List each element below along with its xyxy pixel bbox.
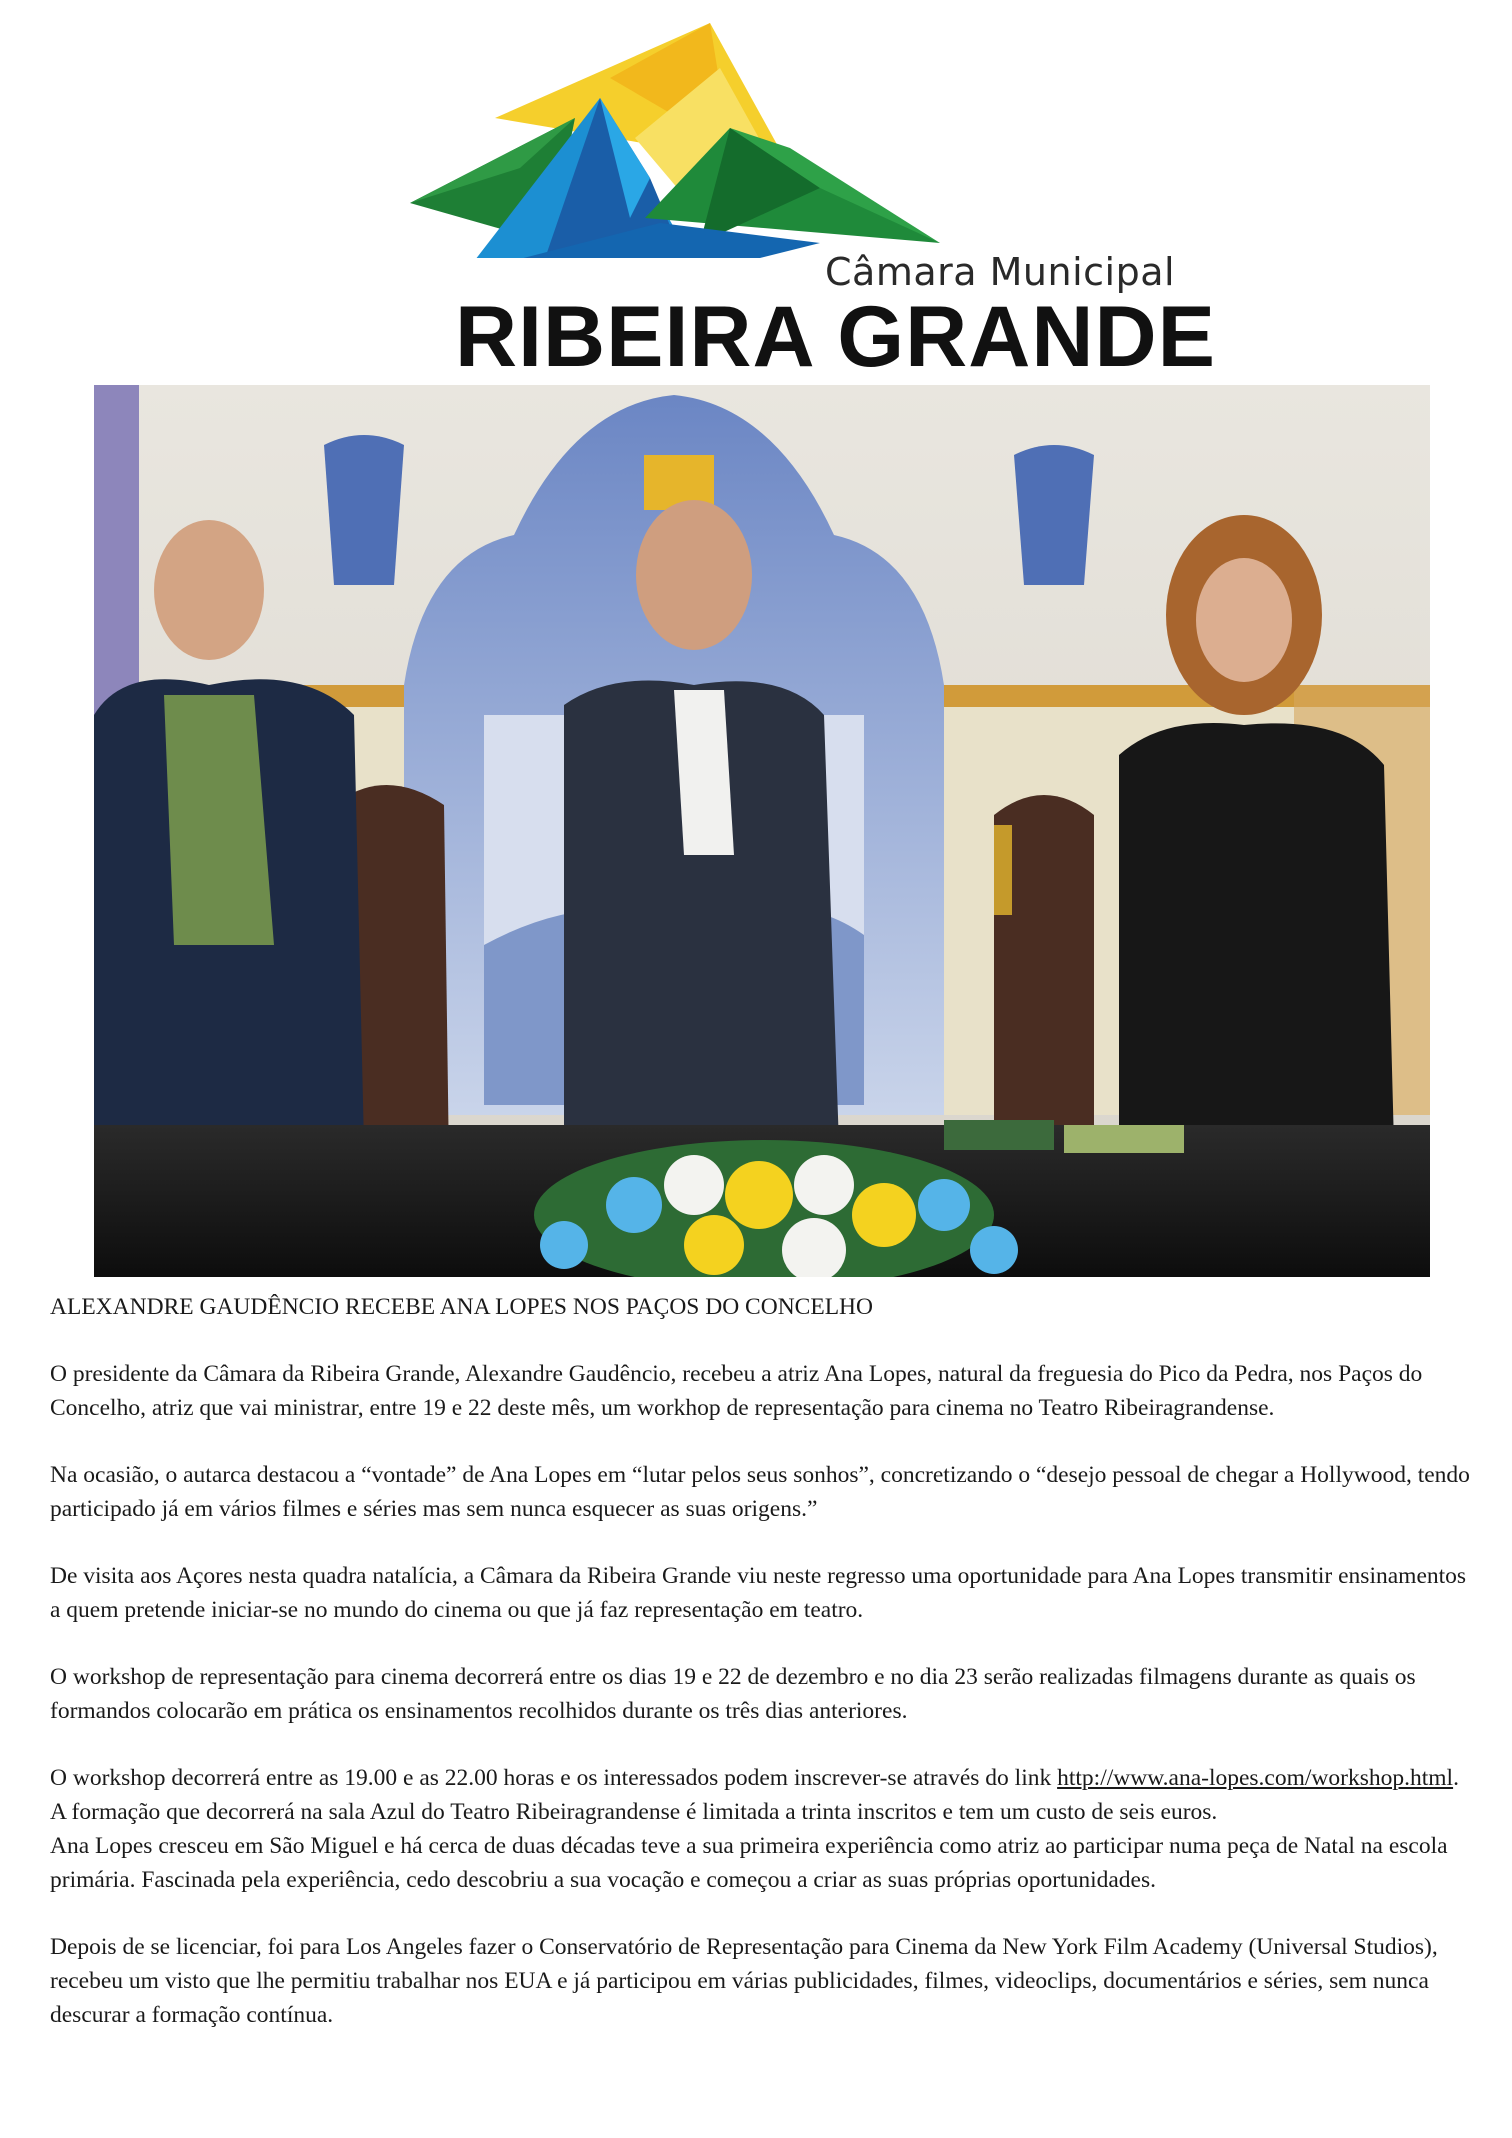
paragraph-1: O presidente da Câmara da Ribeira Grande, Alexandre Gaudêncio, recebeu a atriz Ana Lopes, natural da freguesia do Pico da Pedra, nos Paços do Concelho, atriz que vai ministrar, entre 19 e 22 deste mês, um workhop de representação para cinema no Teatro Ribeiragrandense.: [50, 1361, 1423, 1421]
article-photo: [94, 385, 1430, 1277]
paragraph-5-text-after: . A formação que decorrerá na sala Azul do Teatro Ribeiragrandense é limitada a trinta inscritos e tem um custo de seis euros.: [50, 1765, 1459, 1825]
paragraph-3: De visita aos Açores nesta quadra natalícia, a Câmara da Ribeira Grande viu neste regresso uma oportunidade para Ana Lopes transmitir ensinamentos a quem pretende iniciar-se no mundo do cinema ou que já faz representação em teatro.: [50, 1563, 1467, 1623]
mountains-logo-icon: [400, 18, 1140, 258]
paragraph-5: [50, 1761, 1470, 1829]
paragraph-7: Depois de se licenciar, foi para Los Angeles fazer o Conservatório de Representação para Cinema da New York Film Academy (Universal Studios), recebeu um visto que lhe permitiu trabalhar nos EUA e já participou em várias publicidades, filmes, videoclips, documentários e séries, sem nunca descurar a formação contínua.: [50, 1934, 1438, 2028]
article-body: [50, 1290, 1470, 2065]
paragraph-5-text-before: O workshop decorrerá entre as 19.00 e as 22.00 horas e os interessados podem inscrever-se através do link: [50, 1765, 1058, 1791]
workshop-link[interactable]: http://www.ana-lopes.com/workshop.html: [1057, 1765, 1454, 1791]
paragraph-6: Ana Lopes cresceu em São Miguel e há cerca de duas décadas teve a sua primeira experiência como atriz ao participar numa peça de Natal na escola primária. Fascinada pela experiência, cedo descobriu a sua vocação e começou a criar as suas próprias oportunidades.: [50, 1833, 1448, 1893]
article-headline: ALEXANDRE GAUDÊNCIO RECEBE ANA LOPES NOS PAÇOS DO CONCELHO: [50, 1294, 873, 1320]
municipal-logo: [400, 18, 1216, 385]
paragraph-2: Na ocasião, o autarca destacou a “vontade” de Ana Lopes em “lutar pelos seus sonhos”, concretizando o “desejo pessoal de chegar a Hollywood, tendo participado já em vários filmes e séries mas sem nunca esquecer as suas origens.”: [50, 1462, 1470, 1522]
logo-name: RIBEIRA GRANDE: [455, 289, 1216, 385]
paragraph-4: O workshop de representação para cinema decorrerá entre os dias 19 e 22 de dezembro e no dia 23 serão realizadas filmagens durante as quais os formandos colocarão em prática os ensinamentos recolhidos durante os três dias anteriores.: [50, 1664, 1416, 1724]
photo-icon: [94, 385, 1430, 1277]
logo-subtitle: Câmara Municipal: [825, 250, 1176, 294]
